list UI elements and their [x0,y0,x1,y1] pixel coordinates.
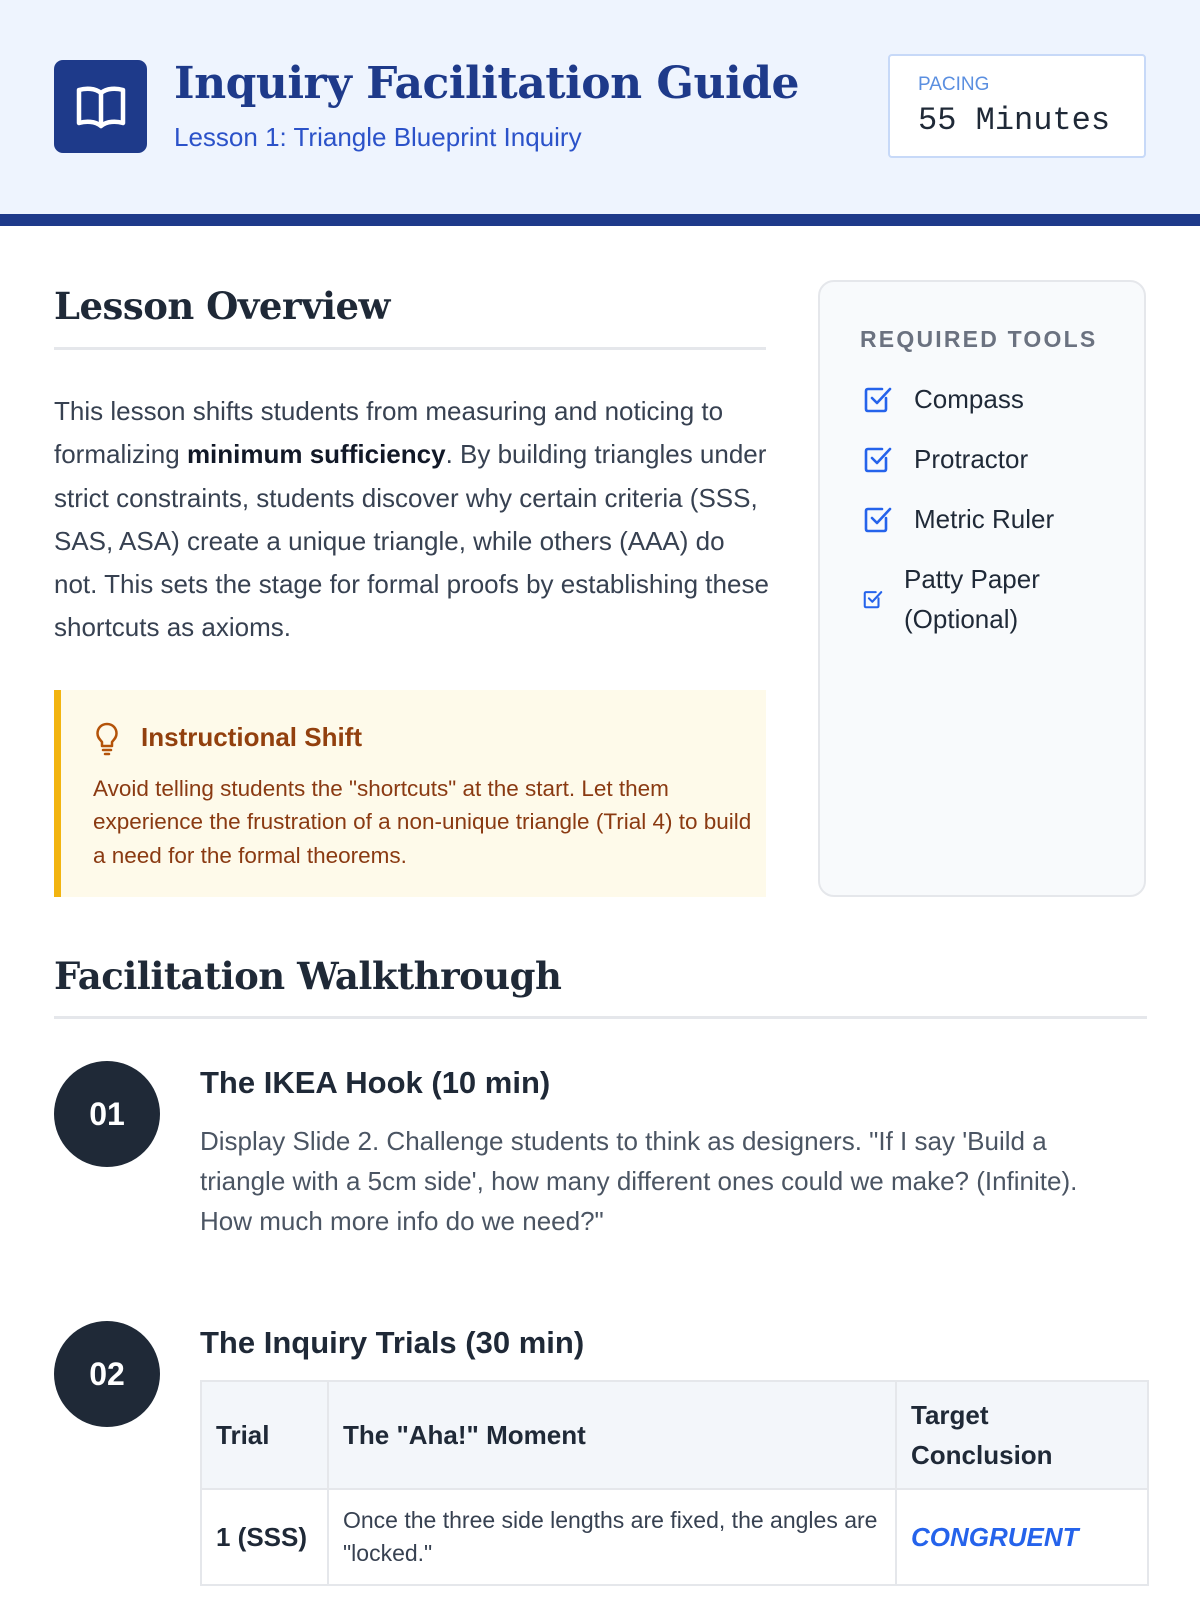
required-tools-card [818,280,1146,897]
open-book-icon [74,83,128,131]
tools-label: REQUIRED TOOLS [860,326,1098,352]
overview-heading: Lesson Overview [54,284,390,328]
pacing-label: PACING [918,74,990,95]
tool-item-patty-paper [862,559,1082,639]
pacing-value: 55 Minutes [918,102,1111,139]
checkbox-checked-icon [862,383,894,415]
tool-item-compass [862,379,1024,419]
page-title: Inquiry Facilitation Guide [174,58,799,109]
column-header-aha-moment: The "Aha!" Moment [328,1381,896,1489]
tool-label: Compass [914,384,1024,414]
trial-cell: 1 (SSS) [201,1489,328,1585]
tool-label: Metric Ruler [914,504,1055,534]
step-description: Display Slide 2. Challenge students to think as designers. "If I say 'Build a triangle with a 5cm side', how many different ones could we make? (Infinite). How much more info do we need?" [200,1126,1078,1236]
overview-text-emphasis: minimum sufficiency [186,439,446,470]
header-divider [0,214,1200,226]
callout-body: Avoid telling students the "shortcuts" at the start. Let them experience the frustration of a non-unique triangle (Trial 4) to build a need for the formal theorems. [93,776,752,868]
page-header [0,0,1200,214]
walkthrough-heading: Facilitation Walkthrough [54,954,562,998]
step-number-badge: 02 [54,1321,160,1427]
callout-title: Instructional Shift [141,722,362,752]
overview-paragraph [54,390,769,650]
logo [54,60,147,153]
walkthrough-divider [54,1016,1147,1019]
instructional-shift-callout [54,690,766,897]
table-header-row [201,1381,1148,1489]
column-header-trial: Trial [201,1381,328,1489]
table-row [201,1489,1148,1585]
inquiry-trials-table [200,1380,1149,1586]
step-title: The Inquiry Trials (30 min) [200,1325,585,1360]
column-header-target-conclusion: Target Conclusion [896,1381,1148,1489]
checkbox-checked-icon [862,443,894,475]
overview-divider [54,347,766,350]
aha-moment-cell: Once the three side lengths are fixed, the angles are "locked." [328,1489,896,1585]
overview-text-start: This lesson shifts students from measuring and noticing to formalizing [54,396,724,470]
lightbulb-icon [95,722,119,756]
step-number-badge: 01 [54,1061,160,1167]
tool-item-metric-ruler [862,499,1054,539]
pacing-badge [888,54,1146,158]
lesson-subtitle: Lesson 1: Triangle Blueprint Inquiry [174,122,582,152]
step-title: The IKEA Hook (10 min) [200,1065,551,1100]
checkbox-checked-icon [862,503,894,535]
checkbox-checked-icon [862,588,884,610]
conclusion-cell: CONGRUENT [896,1489,1148,1585]
tool-label: Protractor [914,444,1029,474]
tool-item-protractor [862,439,1028,479]
tool-label: Patty Paper (Optional) [904,564,1040,634]
overview-text-end: . By building triangles under strict constraints, students discover why certain criteria (SSS, SAS, ASA) create a unique triangle, while others (AAA) do not. This sets the stage for formal proofs by establishing these shortcuts as axioms. [54,439,769,643]
